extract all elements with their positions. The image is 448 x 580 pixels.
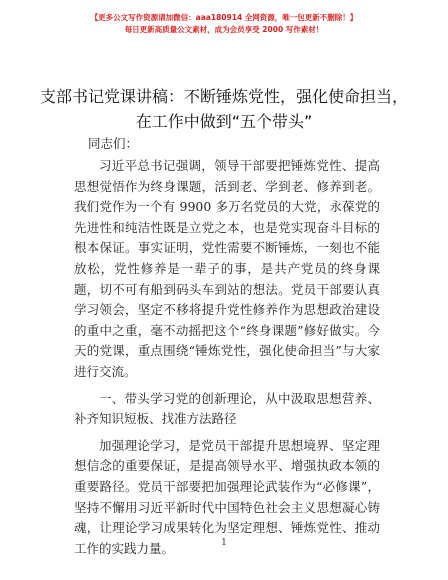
promo-banner-line-2: 每日更新高质量公文素材，成为会员享受 2000 写作素材！ [124,25,324,34]
greeting: 同志们： [88,136,139,151]
body-paragraph-intro: 习近平总书记强调，领导干部要把锤炼党性、提高思想觉悟作为终身课题，活到老、学到老、修养到老。我们党作为一个有 9900 多万名党员的大党，永葆党的先进性和纯洁性既是立党之本，也是党实现奋斗目标的根本保证。事实证明，党性需要不断锤炼，一刻也不能放松，党性修养是一辈子的事，是共产党员的终身课题，切不可有船到码头车到站的想法。党员干部要认真学习领会，坚定不移将提升党性修养作为思想政治建设的重中之重，毫不动摇把这个“终身课题”修好做实。今天的党课，重点围绕“锤炼党性，强化使命担当”与大家进行交流。 [74,158,380,379]
section-heading-1: 一、带头学习党的创新理论，从中汲取思想营养、补齐知识短板、找准方法路径 [74,390,380,427]
body-paragraph-section-1: 加强理论学习，是党员干部提升思想境界、坚定理想信念的重要保证，是提高领导水平、增强执政本领的重要路径。党员干部要把加强理论武装作为“必修课”，坚持不懈用习近平新时代中国特色社会主义思想凝心铸魂，让理论学习成果转化为坚定理想、锤炼党性、推动工作的实践力量。 [74,437,380,556]
promo-banner-line-1: 【更多公文写作资源请加微信：aaa180914 全网资源，唯一包更新不删除！】 [90,13,358,22]
page-number: 1 [221,538,227,548]
promo-banner [0,12,448,36]
document-title: 支部书记党课讲稿：不断锤炼党性，强化使命担当，在工作中做到“五个带头” [40,87,409,131]
document-body [74,156,380,559]
